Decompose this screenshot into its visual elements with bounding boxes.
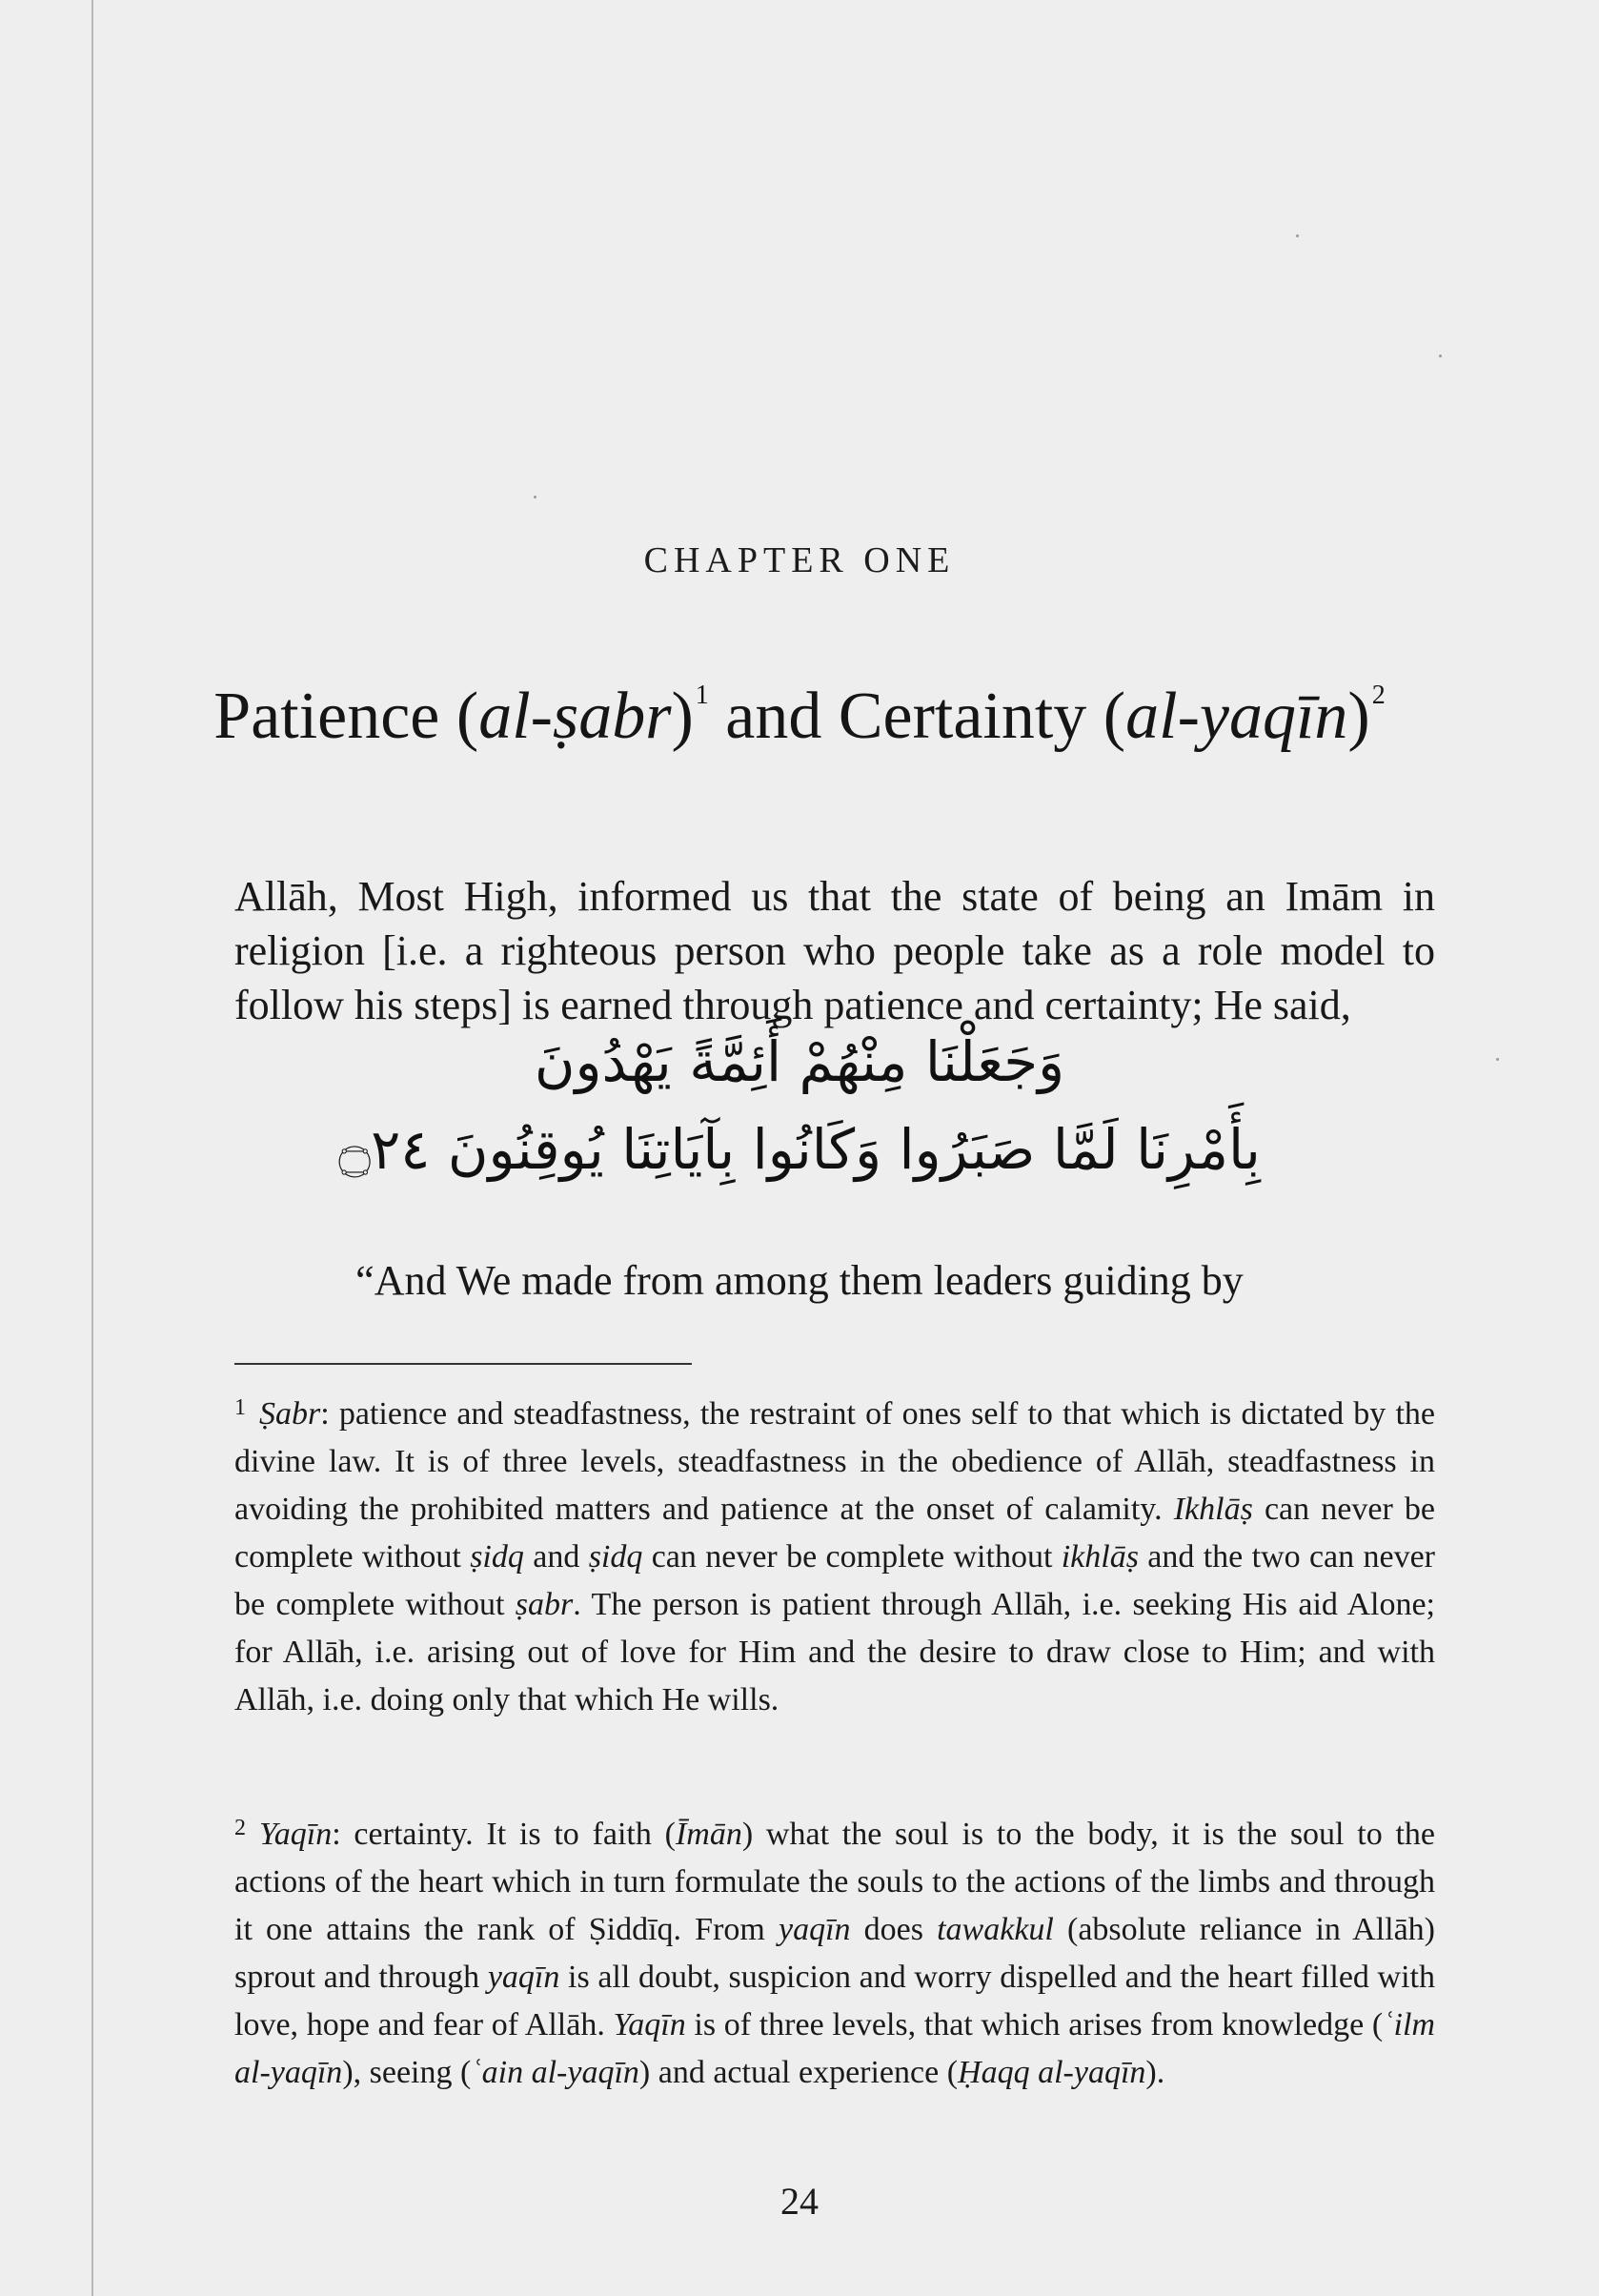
footnote-1: $^1$ Ṣabr: patience and steadfastness, the restraint of ones self to that which is dictated by the divine law. It is of three levels, steadfastness in the obedience of Allāh, steadfastness in avoiding the prohibited matters and patience at the onset of calamity. Ikhlāṣ can never be complete without ṣidq and ṣidq can never be complete without ikhlāṣ and the two can never be complete without ṣabr. The person is patient through Allāh, i.e. seeking His aid Alone; for Allāh, i.e. arising out of love for Him and the desire to draw close to Him; and with Allāh, i.e. doing only that which He wills. — [234, 1395, 1435, 1717]
scan-speck — [1439, 355, 1442, 357]
footnote-ref-2[interactable]: 2 — [1371, 681, 1386, 710]
footnote-ref-1[interactable]: 1 — [695, 681, 709, 710]
body-paragraph: Allāh, Most High, informed us that the state of being an Imām in religion [i.e. a righteous person who people take as a role model to follow his steps] is earned through patience and certainty; He said, — [234, 873, 1435, 1028]
scan-speck — [534, 496, 536, 498]
term-al-yaqin: al-yaqīn — [1125, 680, 1348, 753]
scan-speck — [1296, 234, 1299, 237]
chapter-title: Patience (al-ṣabr)$^1$ and Certainty (al-yaqīn)$^2$ — [213, 680, 1386, 753]
quran-verse-line-1: وَجَعَلْنَا مِنْهُمْ أَئِمَّةً يَهْدُونَ — [534, 1029, 1065, 1094]
footnote-divider — [234, 1363, 692, 1365]
page-number: 24 — [780, 2180, 819, 2223]
footnote-number: 2 — [234, 1816, 246, 1840]
quran-verse-line-2: بِأَمْرِنَا لَمَّا صَبَرُوا وَكَانُوا بِآيَاتِنَا يُوقِنُونَ ۝٢٤ — [338, 1117, 1261, 1182]
footnote-number: 1 — [234, 1395, 246, 1420]
term-al-sabr: al-ṣabr — [478, 680, 672, 753]
footnote-2: $^2$ Yaqīn: certainty. It is to faith (Īmān) what the soul is to the body, it is the soul to the actions of the heart which in turn formulate the souls to the actions of the limbs and through it one attains the rank of Ṣiddīq. From yaqīn does tawakkul (absolute reliance in Allāh) sprout and through yaqīn is all doubt, suspicion and worry dispelled and the heart filled with love, hope and fear of Allāh. Yaqīn is of three levels, that which arises from knowledge (ʿilm al-yaqīn), seeing (ʿain al-yaqīn) and actual experience (Ḥaqq al-yaqīn). — [234, 1816, 1436, 2090]
chapter-label: CHAPTER ONE — [643, 540, 956, 580]
verse-translation: “And We made from among them leaders guiding by — [355, 1257, 1244, 1304]
